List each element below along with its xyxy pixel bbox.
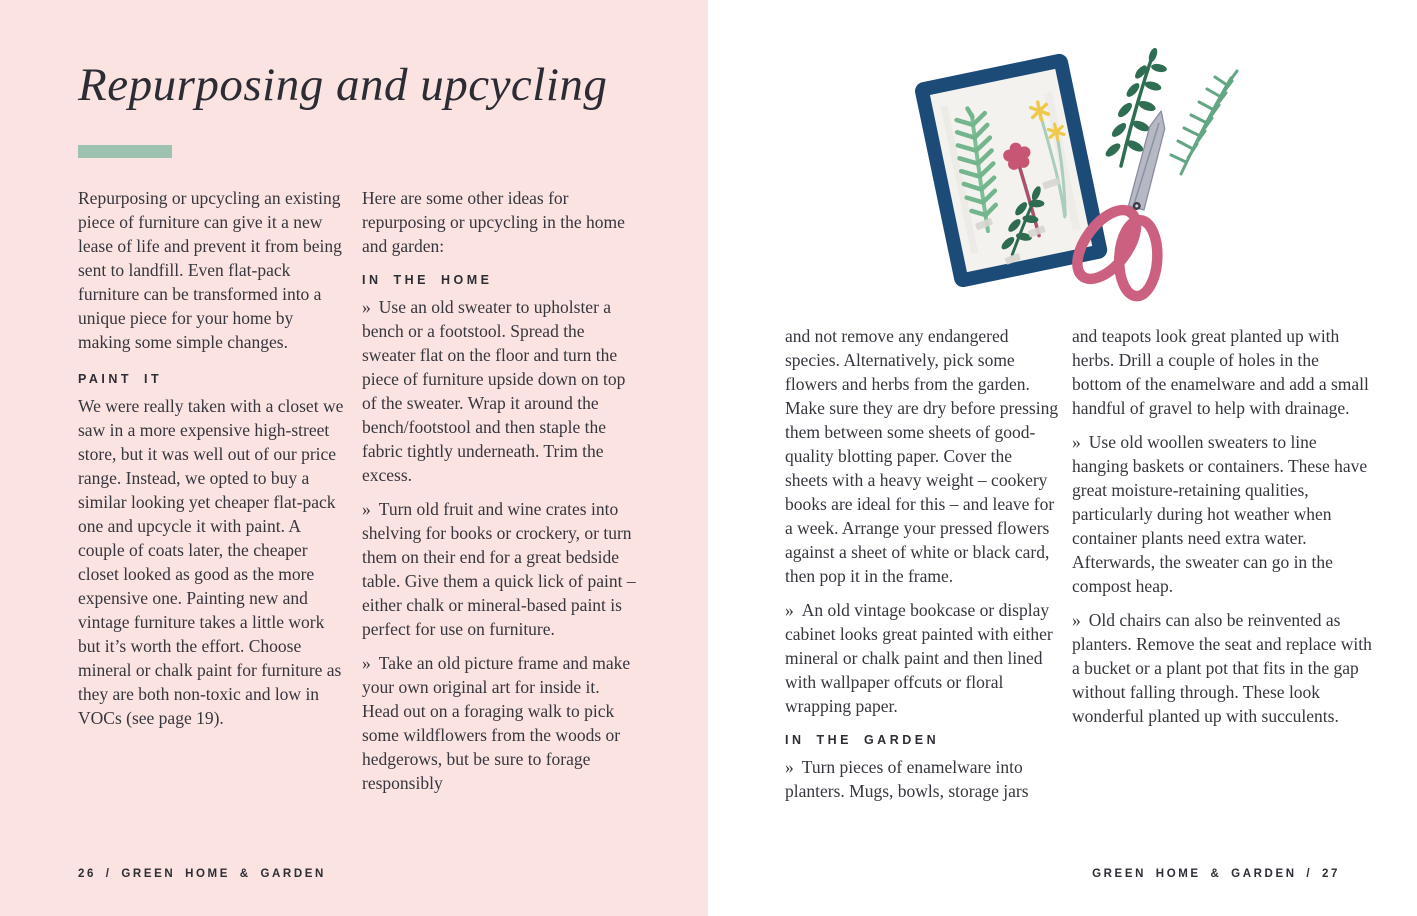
left-page-column-2 [362, 186, 638, 805]
page-number-footer-right: GREEN HOME & GARDEN / 27 [1092, 868, 1340, 880]
list-item [1072, 608, 1372, 728]
bullet-glyph: » [362, 499, 371, 519]
bullet-glyph: » [362, 297, 371, 317]
list-item [362, 497, 638, 641]
list-item-text: Use old woollen sweaters to line hanging baskets or containers. These have great moisture-retaining qualities, particularly during hot weather when container plants need extra water. Afterwards, the sweater can go in the compost heap. [1072, 432, 1368, 596]
ideas-intro-paragraph: Here are some other ideas for repurposing or upcycling in the home and garden: [362, 188, 625, 256]
continuation-paragraph: and teapots look great planted up with herbs. Drill a couple of holes in the bottom of the enamelware and add a small handful of gravel to help with drainage. [1072, 326, 1369, 418]
right-page [708, 0, 1417, 916]
bullet-glyph: » [1072, 610, 1081, 630]
paint-it-paragraph: We were really taken with a closet we saw in a more expensive high-street store, but it was well out of our price range. Instead, we opted to buy a similar looking yet cheaper flat-pack one and upcycle it with paint. A couple of coats later, the cheaper closet looked as good as the more expensive one. Painting new and vintage furniture takes a little work but it’s worth the effort. Choose mineral or chalk paint for furniture as they are both non-toxic and low in VOCs (see page 19). [78, 396, 344, 728]
right-page-column-2 [1072, 324, 1372, 738]
continuation-paragraph: and not remove any endangered species. Alternatively, pick some flowers and herbs from the garden. Make sure they are dry before pressing them between some sheets of good-quality blotting paper. Cover the sheets with a heavy weight – cookery books are ideal for this – and leave for a week. Arrange your pressed flowers against a sheet of white or black card, then pop it in the frame. [785, 326, 1059, 586]
list-item-text: Turn old fruit and wine crates into shelving for books or crockery, or turn them on their end for a great bedside table. Give them a quick lick of paint – either chalk or mineral-based paint is perfect for use on furniture. [362, 499, 636, 639]
list-item-text: Old chairs can also be reinvented as planters. Remove the seat and replace with a bucket or a plant pot that fits in the gap without falling through. These look wonderful planted up with succulents. [1072, 610, 1372, 726]
section-heading-in-the-garden: IN THE GARDEN [785, 733, 940, 747]
list-item [362, 651, 638, 795]
intro-paragraph: Repurposing or upcycling an existing piece of furniture can give it a new lease of life and prevent it from being sent to landfill. Even flat-pack furniture can be transformed into a unique piece for your home by making some simple changes. [78, 188, 342, 352]
list-item [362, 295, 638, 487]
pine-sprig-icon [1171, 71, 1237, 174]
list-item [785, 598, 1059, 718]
list-item [1072, 430, 1372, 598]
page-title: Repurposing and upcycling [78, 59, 608, 111]
list-item-text: An old vintage bookcase or display cabinet looks great painted with either mineral or chalk paint and then lined with wallpaper offcuts or floral wrapping paper. [785, 600, 1053, 716]
list-item [785, 755, 1059, 803]
page-number-footer-left: 26 / GREEN HOME & GARDEN [78, 868, 326, 880]
title-accent-bar [78, 145, 172, 158]
right-page-column-1 [785, 324, 1059, 813]
bullet-glyph: » [362, 653, 371, 673]
left-page-column-1 [78, 186, 348, 740]
bullet-glyph: » [785, 600, 794, 620]
pressed-flower-illustration [891, 22, 1311, 322]
bullet-glyph: » [785, 757, 794, 777]
bullet-glyph: » [1072, 432, 1081, 452]
list-item-text: Turn pieces of enamelware into planters. Mugs, bowls, storage jars [785, 757, 1029, 801]
section-heading-in-the-home: IN THE HOME [362, 273, 493, 287]
section-heading-paint-it: PAINT IT [78, 372, 163, 386]
left-page [0, 0, 708, 916]
list-item-text: Take an old picture frame and make your own original art for inside it. Head out on a foraging walk to pick some wildflowers from the woods or hedgerows, but be sure to forage responsibly [362, 653, 631, 793]
list-item-text: Use an old sweater to upholster a bench or a footstool. Spread the sweater flat on the floor and turn the piece of furniture upside down on top of the sweater. Wrap it around the bench/footstool and then staple the fabric tightly underneath. Trim the excess. [362, 297, 626, 485]
